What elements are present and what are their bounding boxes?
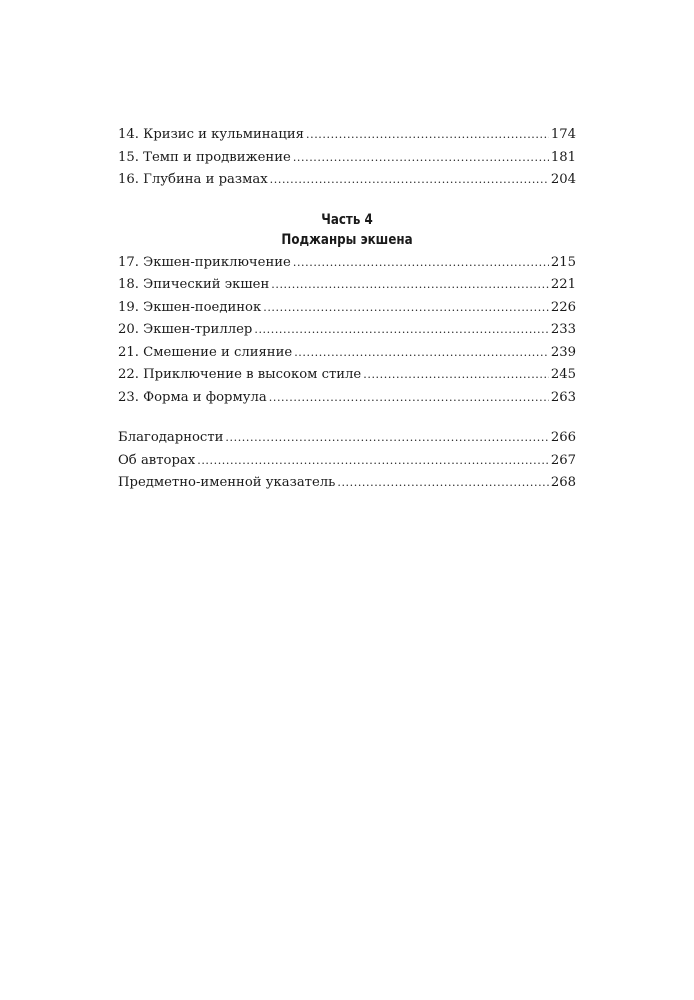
toc-entry-page: 221 [550,277,576,292]
toc-leader-dots [306,124,549,147]
toc-leader-dots [293,252,549,275]
toc-entry [118,364,576,387]
toc-entry-page: 267 [550,452,576,468]
toc-entry-title: 18. Эпический экшен [118,277,270,292]
toc-entry-page: 266 [550,430,576,445]
toc-entry-page: 239 [550,344,576,360]
toc-entry-title: 17. Экшен-приключение [118,254,291,270]
toc-entry-title: 21. Смешение и слияние [118,344,293,360]
toc-leader-dots [270,169,549,192]
toc-leader-dots [271,274,549,297]
toc-entry-page: 263 [550,389,576,405]
toc-entry-page: 268 [550,475,576,490]
toc-entry-page: 245 [550,367,576,382]
toc-entry-title: 16. Глубина и размах [118,172,268,187]
toc-entry [118,450,576,473]
toc-entry-title: 20. Экшен-триллер [118,322,253,337]
toc-entry [118,169,576,192]
toc-entry-title: 19. Экшен-поединок [118,299,262,315]
toc-entry-page: 215 [550,254,576,270]
toc-entry-page: 226 [550,299,576,315]
toc-entry-title: Об авторах [118,452,196,468]
toc-entry [118,297,576,320]
toc-leader-dots [269,387,549,410]
toc-entry [118,342,576,365]
toc-entry-title: 22. Приключение в высоком стиле [118,367,362,382]
toc-entry-title: 15. Темп и продвижение [118,149,291,165]
part-heading-block [118,210,576,250]
toc-leader-dots [197,450,549,473]
toc-entry [118,472,576,495]
toc-entry-title: 14. Кризис и кульминация [118,127,304,142]
toc-entry-title: 23. Форма и формула [118,389,267,405]
toc-entry-page: 204 [550,172,576,187]
toc-entry [118,319,576,342]
table-of-contents [118,124,576,495]
section-spacer [118,409,576,427]
toc-entry [118,274,576,297]
part-label: Часть 4 [321,211,373,228]
toc-entry-title: Благодарности [118,430,224,445]
toc-leader-dots [293,147,549,170]
toc-entry [118,387,576,410]
toc-leader-dots [225,427,548,450]
part-name: Поджанры экшена [281,231,413,248]
toc-leader-dots [254,319,548,342]
toc-leader-dots [337,472,548,495]
toc-group-back-matter [118,427,576,495]
toc-entry-page: 174 [550,127,576,142]
toc-leader-dots [263,297,549,320]
toc-entry [118,147,576,170]
toc-group-chapters-14-16 [118,124,576,192]
toc-group-chapters-17-23 [118,252,576,410]
toc-entry-title: Предметно-именной указатель [118,475,336,490]
toc-entry [118,124,576,147]
toc-entry-page: 181 [550,149,576,165]
toc-leader-dots [294,342,549,365]
toc-entry-page: 233 [550,322,576,337]
toc-leader-dots [363,364,549,387]
toc-entry [118,427,576,450]
toc-entry [118,252,576,275]
